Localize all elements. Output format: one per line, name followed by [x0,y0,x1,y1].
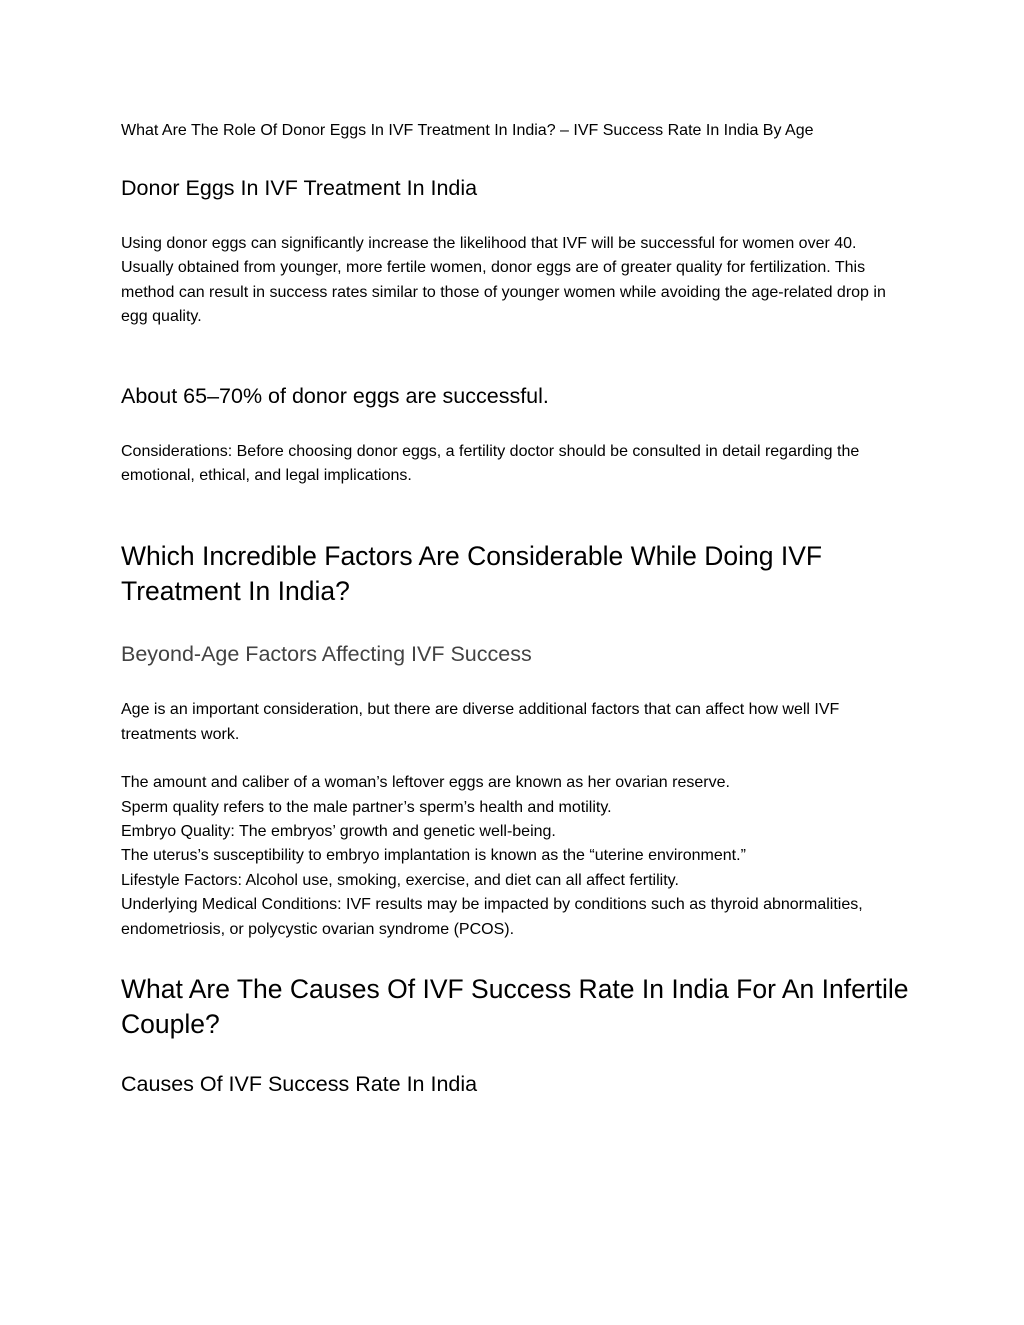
document-page [121,119,911,1098]
factor-item: Embryo Quality: The embryos’ growth and genetic well-being. [121,823,556,841]
factor-item: The uterus’s susceptibility to embryo implantation is known as the “uterine environment.” [121,847,746,865]
section-heading-donor-eggs: Donor Eggs In IVF Treatment In India [121,176,478,200]
subheading-beyond-age: Beyond-Age Factors Affecting IVF Success [121,642,532,667]
document-title: What Are The Role Of Donor Eggs In IVF Treatment In India? – IVF Success Rate In India By Age [121,122,814,139]
section-heading-factors: Which Incredible Factors Are Considerable While Doing IVF Treatment In India? [121,541,823,607]
factor-item: Sperm quality refers to the male partner’s sperm’s health and motility. [121,798,612,816]
factor-item: Lifestyle Factors: Alcohol use, smoking, exercise, and diet can all affect fertility. [121,871,679,889]
donor-eggs-paragraph: Using donor eggs can significantly increase the likelihood that IVF will be successful for women over 40. Usually obtained from younger, more fertile women, donor eggs are of greater quality for fertilization. This method can result in success rates similar to those of younger women while avoiding the age-related drop in egg quality. [121,235,886,326]
considerations-paragraph: Considerations: Before choosing donor eggs, a fertility doctor should be consulted in detail regarding the emotional, ethical, and legal implications. [121,442,860,485]
subheading-causes: Causes Of IVF Success Rate In India [121,1072,478,1097]
factors-intro-paragraph: Age is an important consideration, but there are diverse additional factors that can affect how well IVF treatments work. [121,701,840,743]
factor-item: Underlying Medical Conditions: IVF results may be impacted by conditions such as thyroid abnormalities, endometriosis, or polycystic ovarian syndrome (PCOS). [121,896,863,938]
factors-list [121,771,911,942]
success-rate-heading: About 65–70% of donor eggs are successful. [121,383,549,408]
factor-item: The amount and caliber of a woman’s leftover eggs are known as her ovarian reserve. [121,774,730,792]
section-heading-causes: What Are The Causes Of IVF Success Rate In India For An Infertile Couple? [121,974,909,1040]
